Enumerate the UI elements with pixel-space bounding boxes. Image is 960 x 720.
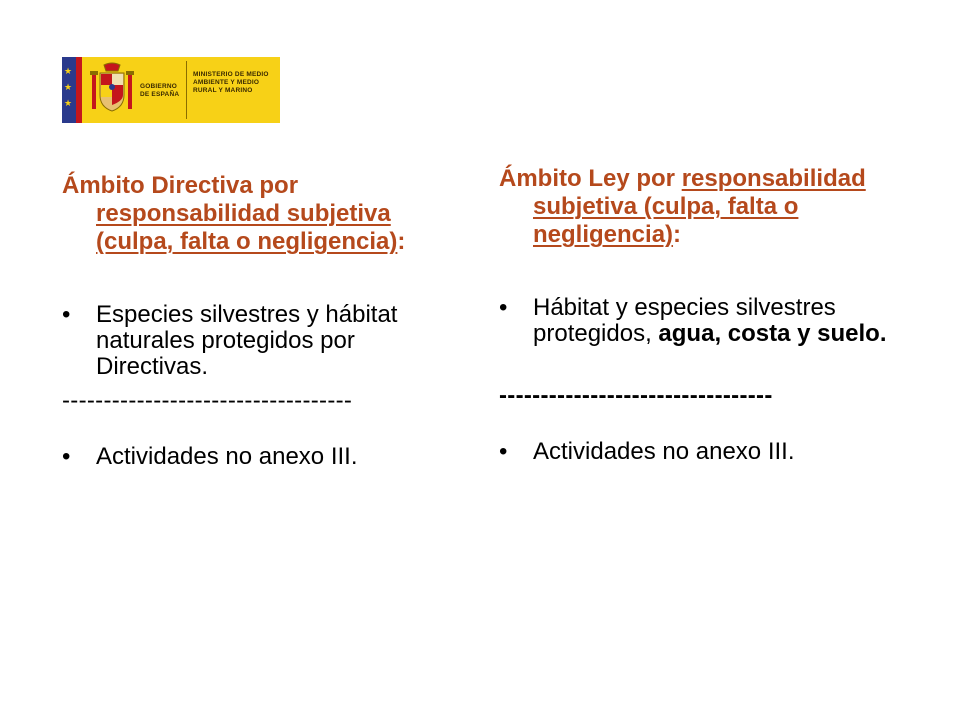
- right-bullet-activities: [499, 439, 919, 465]
- right-column: [499, 165, 919, 465]
- left-bullet-activities-text: Actividades no anexo III.: [96, 443, 358, 470]
- left-heading: [62, 172, 462, 256]
- left-dashed-separator: -----------------------------------: [62, 387, 353, 414]
- bullet-icon: •: [62, 443, 71, 470]
- right-bullet-activities-text: Actividades no anexo III.: [533, 438, 795, 465]
- right-bullet-habitat-text: Hábitat y especies silvestres protegidos,: [533, 294, 836, 347]
- government-label: GOBIERNO DE ESPAÑA: [140, 83, 180, 98]
- right-heading: [499, 165, 919, 249]
- left-bullet-activities: [62, 444, 462, 470]
- government-logo: [62, 57, 280, 123]
- left-heading-prefix: Ámbito Directiva por: [62, 172, 299, 199]
- right-bullet-habitat-bold: agua, costa y suelo.: [658, 320, 887, 347]
- coat-of-arms-icon: [88, 61, 136, 119]
- bullet-icon: •: [499, 294, 508, 321]
- left-bullet-species: [62, 302, 462, 380]
- right-bullet-habitat: [499, 295, 919, 347]
- right-heading-link[interactable]: responsabilidad subjetiva (culpa, falta o negligencia): [533, 165, 866, 248]
- right-heading-prefix: Ámbito Ley por: [499, 165, 676, 192]
- logo-divider: [186, 61, 187, 119]
- right-dashed-separator: ---------------------------------: [499, 382, 773, 409]
- ministry-label: MINISTERIO DE MEDIO AMBIENTE Y MEDIO RURAL Y MARINO: [193, 71, 269, 94]
- eu-flag-strip: ★ ★ ★: [62, 57, 76, 123]
- bullet-icon: •: [499, 438, 508, 465]
- left-bullet-species-text: Especies silvestres y hábitat naturales protegidos por Directivas.: [96, 301, 398, 380]
- red-strip: [76, 57, 82, 123]
- bullet-icon: •: [62, 301, 71, 328]
- right-heading-colon: :: [673, 221, 682, 248]
- left-column: [62, 172, 462, 470]
- left-heading-colon: :: [397, 228, 406, 255]
- left-heading-link[interactable]: responsabilidad subjetiva (culpa, falta o negligencia): [96, 200, 398, 255]
